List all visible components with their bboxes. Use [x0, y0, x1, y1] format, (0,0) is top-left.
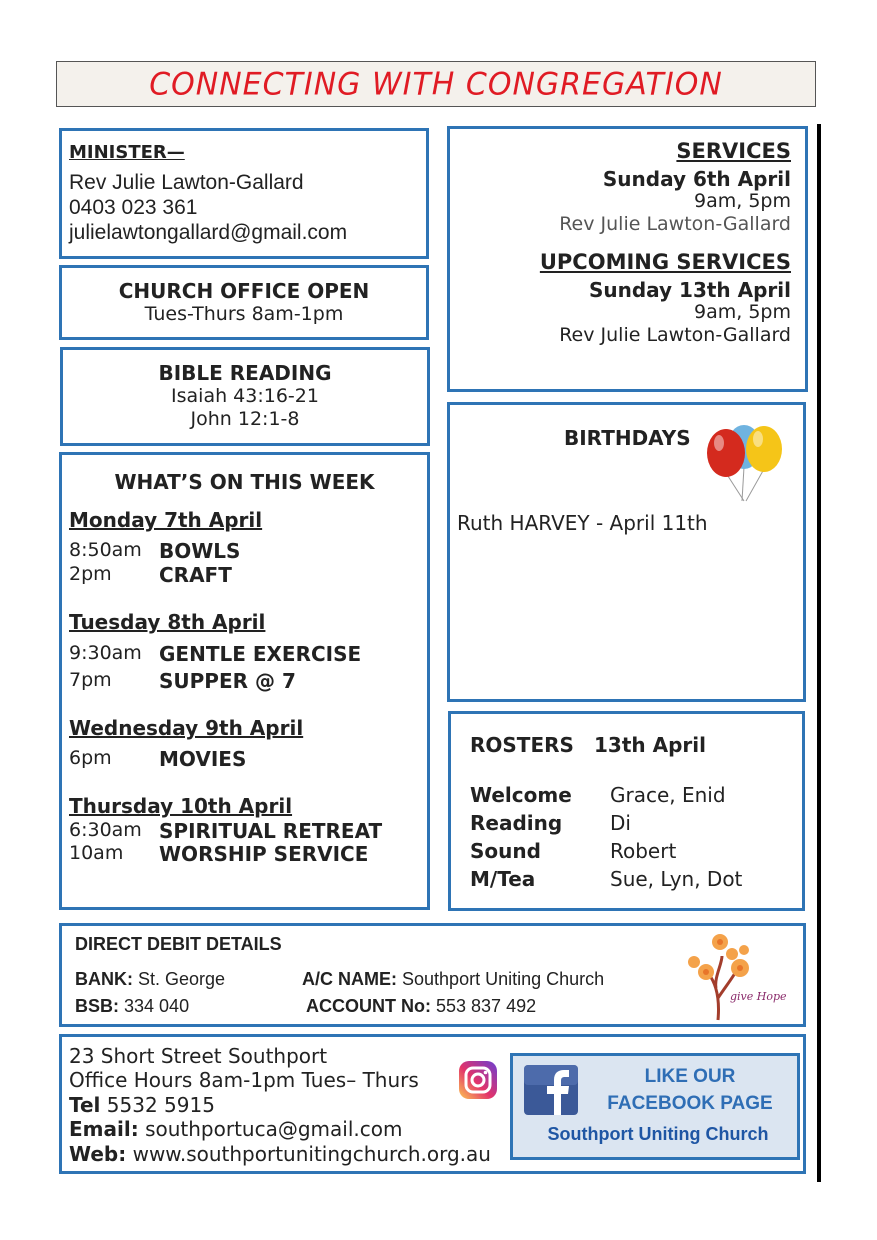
tel-label: Tel — [69, 1093, 101, 1117]
give-hope-text: give Hope — [730, 990, 787, 1003]
debit-heading: DIRECT DEBIT DETAILS — [75, 934, 282, 954]
minister-email[interactable]: julielawtongallard@gmail.com — [69, 221, 348, 244]
event-name: WORSHIP SERVICE — [159, 842, 369, 866]
birthday-entry: Ruth HARVEY - April 11th — [457, 511, 708, 535]
flower-tree-icon — [686, 928, 796, 1024]
roster-names: Grace, Enid — [610, 783, 726, 807]
roster-role: Welcome — [470, 783, 572, 807]
bsb-value: 334 040 — [124, 996, 190, 1016]
account-number-label: ACCOUNT No: — [306, 996, 431, 1016]
event-name: CRAFT — [159, 563, 232, 587]
rosters-heading: ROSTERS — [470, 733, 574, 757]
event-time: 9:30am — [69, 642, 142, 664]
facebook-panel[interactable] — [510, 1053, 800, 1160]
web-label: Web: — [69, 1142, 127, 1166]
account-number-detail — [306, 996, 536, 1017]
event-time: 10am — [69, 842, 124, 864]
service-date: Sunday 6th April — [602, 167, 791, 191]
services-heading: SERVICES — [676, 139, 791, 163]
direct-debit-panel — [59, 923, 806, 1027]
web-line — [69, 1143, 491, 1166]
day-heading: Thursday 10th April — [69, 794, 293, 818]
roster-role: Reading — [470, 811, 563, 835]
event-name: BOWLS — [159, 539, 241, 563]
office-panel — [59, 265, 429, 340]
day-heading: Wednesday 9th April — [69, 716, 304, 740]
rosters-date: 13th April — [594, 733, 706, 757]
bible-reading-1: Isaiah 43:16-21 — [171, 385, 319, 407]
instagram-icon[interactable] — [458, 1060, 498, 1100]
office-hours: Tues-Thurs 8am-1pm — [144, 303, 344, 325]
bible-reading-panel — [60, 347, 430, 446]
account-number-value: 553 837 492 — [436, 996, 537, 1016]
bank-detail — [75, 969, 225, 990]
vertical-divider — [817, 124, 821, 1182]
office-hours-line: Office Hours 8am-1pm Tues– Thurs — [69, 1068, 419, 1092]
roster-names: Sue, Lyn, Dot — [610, 867, 743, 891]
bsb-detail — [75, 996, 189, 1017]
minister-phone: 0403 023 361 — [69, 196, 198, 219]
minister-heading: MINISTER— — [69, 142, 185, 163]
services-panel — [447, 126, 808, 392]
bsb-label: BSB: — [75, 996, 119, 1016]
email-label: Email: — [69, 1117, 139, 1141]
balloons-icon — [702, 421, 788, 503]
birthdays-panel — [447, 402, 806, 702]
roster-names: Robert — [610, 839, 677, 863]
bible-reading-2: John 12:1-8 — [190, 408, 300, 430]
facebook-line-1: LIKE OUR — [644, 1066, 736, 1087]
facebook-line-2: FACEBOOK PAGE — [607, 1093, 773, 1114]
page-banner — [56, 61, 816, 107]
bible-heading: BIBLE READING — [158, 361, 332, 385]
web-value[interactable]: www.southportunitingchurch.org.au — [132, 1142, 491, 1166]
birthdays-heading: BIRTHDAYS — [564, 426, 691, 450]
facebook-icon[interactable] — [523, 1064, 579, 1116]
bank-label: BANK: — [75, 969, 133, 989]
account-name-value: Southport Uniting Church — [402, 969, 605, 989]
email-value[interactable]: southportuca@gmail.com — [145, 1117, 403, 1141]
day-heading: Monday 7th April — [69, 508, 263, 532]
give-hope-logo — [686, 928, 796, 1024]
event-name: GENTLE EXERCISE — [159, 642, 362, 666]
whats-on-panel — [59, 452, 430, 910]
whats-on-heading: WHAT’S ON THIS WEEK — [114, 470, 375, 494]
email-line — [69, 1118, 402, 1141]
day-heading: Tuesday 8th April — [69, 610, 266, 634]
roster-role: Sound — [470, 839, 541, 863]
church-address: 23 Short Street Southport — [69, 1044, 328, 1068]
facebook-page-name[interactable]: Southport Uniting Church — [547, 1124, 769, 1144]
upcoming-services-heading: UPCOMING SERVICES — [539, 250, 791, 274]
event-time: 2pm — [69, 563, 112, 585]
minister-name: Rev Julie Lawton-Gallard — [69, 171, 304, 194]
account-name-label: A/C NAME: — [302, 969, 397, 989]
upcoming-service-date: Sunday 13th April — [588, 278, 791, 302]
event-time: 8:50am — [69, 539, 142, 561]
service-leader: Rev Julie Lawton-Gallard — [559, 213, 791, 235]
tel-value: 5532 5915 — [106, 1093, 215, 1117]
page-title: CONNECTING WITH CONGREGATION — [149, 66, 723, 103]
upcoming-service-leader: Rev Julie Lawton-Gallard — [559, 324, 791, 346]
telephone-line — [69, 1094, 215, 1117]
bank-value: St. George — [138, 969, 226, 989]
roster-role: M/Tea — [470, 867, 536, 891]
event-name: SPIRITUAL RETREAT — [159, 819, 383, 843]
event-time: 6:30am — [69, 819, 142, 841]
event-time: 7pm — [69, 669, 112, 691]
event-name: SUPPER @ 7 — [159, 669, 296, 693]
minister-panel — [59, 128, 429, 259]
rosters-panel — [448, 711, 805, 911]
event-name: MOVIES — [159, 747, 247, 771]
event-time: 6pm — [69, 747, 112, 769]
account-name-detail — [302, 969, 604, 990]
office-heading: CHURCH OFFICE OPEN — [118, 279, 370, 303]
upcoming-service-times: 9am, 5pm — [694, 301, 791, 323]
roster-names: Di — [610, 811, 631, 835]
service-times: 9am, 5pm — [694, 190, 791, 212]
